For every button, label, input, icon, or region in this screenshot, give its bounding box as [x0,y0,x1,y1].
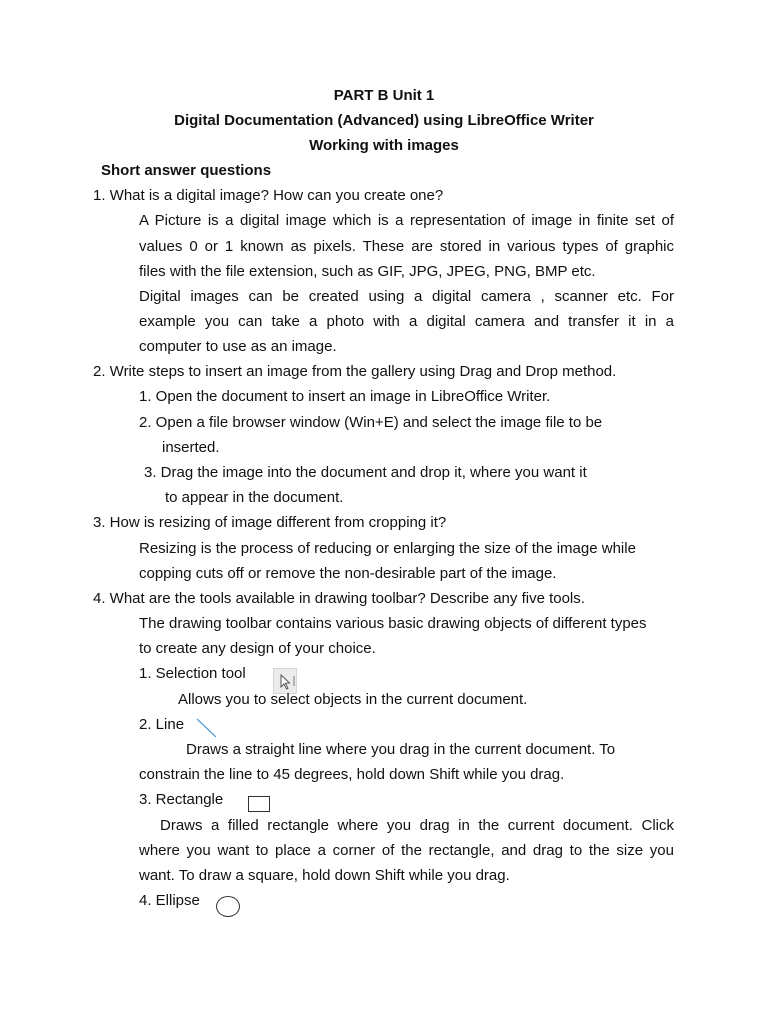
section-heading: Short answer questions [101,162,272,179]
answer-1-line-4: Digital images can be created using a digital camera , scanner etc. For [139,288,674,305]
answer-3-line-2: copping cuts off or remove the non-desirable part of the image. [139,565,557,582]
tool-2-label: 2. Line [139,716,185,733]
answer-1-line-3: files with the file extension, such as GIF, JPG, JPEG, PNG, BMP etc. [139,263,596,280]
step-3-line-1: 3. Drag the image into the document and drop it, where you want it [144,464,587,481]
answer-4-intro-line-1: The drawing toolbar contains various basic drawing objects of different types [139,615,647,632]
step-2-line-2: inserted. [162,439,220,456]
tool-1-label: 1. Selection tool [139,665,246,682]
subject-heading: Digital Documentation (Advanced) using LibreOffice Writer [174,112,594,129]
question-3: 3. How is resizing of image different from cropping it? [93,514,447,531]
tool-3-description-line-1: Draws a filled rectangle where you drag in the current document. Click [160,817,674,834]
answer-1-line-1: A Picture is a digital image which is a representation of image in finite set of [139,212,674,229]
answer-1-line-5: example you can take a photo with a digital camera and transfer it in a [139,313,674,330]
tool-3-description-line-3: want. To draw a square, hold down Shift while you drag. [139,867,510,884]
line-icon-graphic [195,717,219,739]
tool-2-description-line-1: Draws a straight line where you drag in the current document. To [186,741,616,758]
step-3-line-2: to appear in the document. [165,489,344,506]
part-heading: PART B Unit 1 [333,87,435,104]
ellipse-icon [216,896,240,917]
tool-4-label: 4. Ellipse [139,892,200,909]
answer-1-line-2: values 0 or 1 known as pixels. These are stored in various types of graphic [139,238,674,255]
rectangle-icon [248,796,270,812]
question-2: 2. Write steps to insert an image from the gallery using Drag and Drop method. [93,363,617,380]
line-icon [195,717,219,739]
question-4: 4. What are the tools available in drawing toolbar? Describe any five tools. [93,590,585,607]
tool-3-label: 3. Rectangle [139,791,224,808]
step-2-line-1: 2. Open a file browser window (Win+E) and select the image file to be [139,414,603,431]
topic-heading: Working with images [309,137,459,154]
tool-3-description-line-2: where you want to place a corner of the rectangle, and drag to the size you [139,842,674,859]
tool-1-description: Allows you to select objects in the current document. [178,691,528,708]
step-1: 1. Open the document to insert an image in LibreOffice Writer. [139,388,551,405]
answer-3-line-1: Resizing is the process of reducing or enlarging the size of the image while [139,540,636,557]
answer-1-line-6: computer to use as an image. [139,338,337,355]
question-1: 1. What is a digital image? How can you create one? [93,187,444,204]
tool-2-description-line-2: constrain the line to 45 degrees, hold down Shift while you drag. [139,766,565,783]
answer-4-intro-line-2: to create any design of your choice. [139,640,376,657]
